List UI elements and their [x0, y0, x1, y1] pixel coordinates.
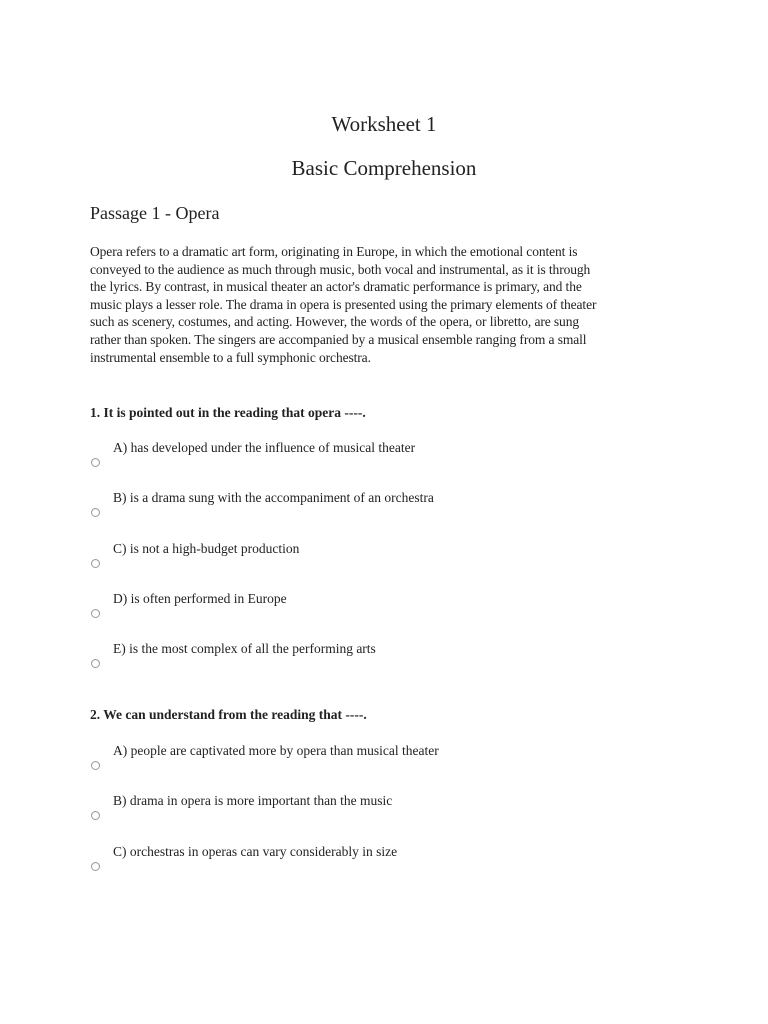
radio-button[interactable] — [91, 659, 100, 668]
passage-line: instrumental ensemble to a full symphonic orchestra. — [90, 349, 371, 365]
question-1-option-e[interactable] — [90, 641, 690, 675]
passage-line: rather than spoken. The singers are accompanied by a musical ensemble ranging from a small — [90, 331, 587, 347]
passage-line: Opera refers to a dramatic art form, originating in Europe, in which the emotional content is — [90, 244, 578, 259]
radio-button[interactable] — [91, 761, 100, 770]
option-label: D) is often performed in Europe — [113, 591, 287, 606]
option-label: B) is a drama sung with the accompaniment of an orchestra — [113, 490, 434, 505]
radio-button[interactable] — [91, 609, 100, 618]
question-2-option-b[interactable] — [90, 793, 690, 827]
option-label: C) orchestras in operas can vary considerably in size — [113, 844, 398, 859]
passage-line: such as scenery, costumes, and acting. However, the words of the opera, or libretto, are sung — [90, 314, 580, 330]
radio-button[interactable] — [91, 508, 100, 517]
radio-button[interactable] — [91, 458, 100, 467]
option-label: A) people are captivated more by opera than musical theater — [113, 743, 439, 758]
passage-heading: Passage 1 - Opera — [90, 203, 220, 223]
passage-line: the lyrics. By contrast, in musical theater an actor's dramatic performance is primary, and the — [90, 279, 582, 295]
option-label: A) has developed under the influence of musical theater — [113, 440, 416, 455]
question-1-option-c[interactable] — [90, 541, 690, 575]
question-1-option-d[interactable] — [90, 591, 690, 625]
passage-line: music plays a lesser role. The drama in opera is presented using the primary elements of theater — [90, 296, 597, 312]
question-2-option-c[interactable] — [90, 844, 690, 878]
radio-button[interactable] — [91, 862, 100, 871]
question-2: 2. We can understand from the reading that ----. — [90, 707, 367, 722]
question-1: 1. It is pointed out in the reading that opera ----. — [90, 405, 366, 420]
option-label: C) is not a high-budget production — [113, 541, 300, 556]
question-1-option-b[interactable] — [90, 490, 690, 524]
option-label: B) drama in opera is more important than the music — [113, 793, 393, 808]
radio-button[interactable] — [91, 559, 100, 568]
worksheet-subtitle: Basic Comprehension — [291, 156, 477, 180]
question-2-option-a[interactable] — [90, 743, 690, 777]
passage-line: conveyed to the audience as much through music, both vocal and instrumental, as it is through — [90, 261, 591, 277]
worksheet-title: Worksheet 1 — [331, 112, 437, 136]
passage-text — [90, 243, 680, 366]
radio-button[interactable] — [91, 811, 100, 820]
question-1-option-a[interactable] — [90, 440, 690, 474]
option-label: E) is the most complex of all the performing arts — [113, 641, 376, 656]
